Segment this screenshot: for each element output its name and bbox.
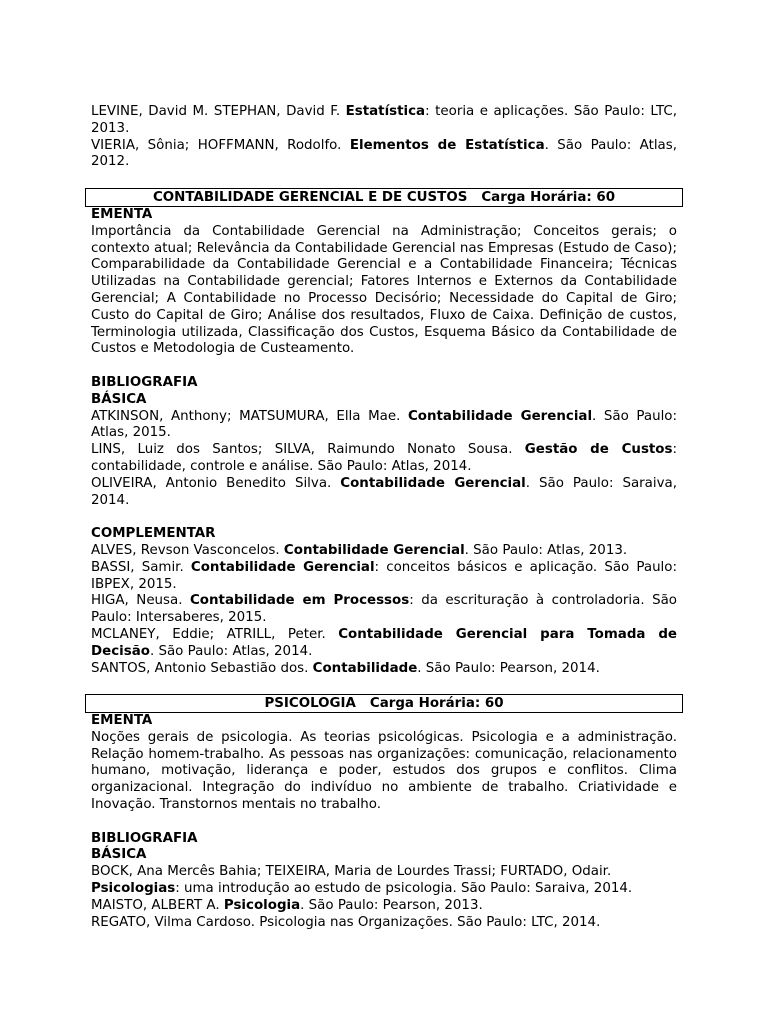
reference-entry: BOCK, Ana Mercês Bahia; TEIXEIRA, Maria de Lourdes Trassi; FURTADO, Odair. Psicologias: uma introdução ao estudo de psicologia. São Paulo: Saraiva, 2014. <box>91 864 633 897</box>
basic-references <box>91 864 677 931</box>
basic-references <box>91 409 677 510</box>
complementary-references <box>91 543 677 677</box>
course-header-psicologia <box>85 694 683 713</box>
basica-heading: BÁSICA <box>91 847 147 863</box>
reference-entry: LEVINE, David M. STEPHAN, David F. Estatística: teoria e aplicações. São Paulo: LTC, 2013. <box>91 104 677 136</box>
previous-references <box>91 104 677 171</box>
document-page <box>91 104 677 931</box>
complementar-heading: COMPLEMENTAR <box>91 526 216 542</box>
reference-entry: HIGA, Neusa. Contabilidade em Processos: da escrituração à controladoria. São Paulo: Intersaberes, 2015. <box>91 593 677 626</box>
ementa-heading: EMENTA <box>91 713 153 729</box>
ementa-heading: EMENTA <box>91 206 153 222</box>
course-hours: Carga Horária: 60 <box>481 189 616 205</box>
reference-entry: ALVES, Revson Vasconcelos. Contabilidade Gerencial. São Paulo: Atlas, 2013. <box>91 542 628 558</box>
bibliografia-heading: BIBLIOGRAFIA <box>91 830 198 846</box>
reference-entry: VIERIA, Sônia; HOFFMANN, Rodolfo. Elementos de Estatística. São Paulo: Atlas, 2012. <box>91 137 677 170</box>
reference-entry: MCLANEY, Eddie; ATRILL, Peter. Contabilidade Gerencial para Tomada de Decisão. São Paulo: Atlas, 2014. <box>91 626 677 659</box>
reference-entry: MAISTO, ALBERT A. Psicologia. São Paulo: Pearson, 2013. <box>91 897 483 913</box>
course-title: CONTABILIDADE GERENCIAL E DE CUSTOS <box>152 189 468 205</box>
course-title: PSICOLOGIA <box>264 696 356 712</box>
reference-entry: BASSI, Samir. Contabilidade Gerencial: conceitos básicos e aplicação. São Paulo: IBPEX, 2015. <box>91 559 677 592</box>
course-header-contabilidade <box>85 188 683 207</box>
course-hours: Carga Horária: 60 <box>369 696 504 712</box>
ementa-text: Importância da Contabilidade Gerencial na Administração; Conceitos gerais; o contexto atual; Relevância da Contabilidade Gerencial nas Empresas (Estudo de Caso); Comparabilidade da Contabilidade Gerencial e a Contabilidade Financeira; Técnicas Utilizadas na Contabilidade gerencial; Fatores Internos e Externos da Contabilidade Gerencial; A Contabilidade no Processo Decisório; Necessidade do Capital de Giro; Custo do Capital de Giro; Análise dos resultados, Fluxo de Caixa. Definição de custos, Terminologia utilizada, Classificação dos Custos, Esquema Básico da Contabilidade de Custos e Metodologia de Custeamento. <box>91 223 677 357</box>
reference-entry: SANTOS, Antonio Sebastião dos. Contabilidade. São Paulo: Pearson, 2014. <box>91 660 600 676</box>
reference-entry: OLIVEIRA, Antonio Benedito Silva. Contabilidade Gerencial. São Paulo: Saraiva, 2014. <box>91 475 677 508</box>
reference-entry: ATKINSON, Anthony; MATSUMURA, Ella Mae. Contabilidade Gerencial. São Paulo: Atlas, 2015. <box>91 408 677 441</box>
bibliografia-heading: BIBLIOGRAFIA <box>91 374 198 390</box>
ementa-text: Noções gerais de psicologia. As teorias psicológicas. Psicologia e a administração. Relação homem-trabalho. As pessoas nas organizações: comunicação, relacionamento humano, motivação, liderança e poder, estudos dos grupos e conflitos. Clima organizacional. Integração do indivíduo no ambiente de trabalho. Criatividade e Inovação. Transtornos mentais no trabalho. <box>91 729 677 813</box>
reference-entry: REGATO, Vilma Cardoso. Psicologia nas Organizações. São Paulo: LTC, 2014. <box>91 914 601 930</box>
basica-heading: BÁSICA <box>91 391 147 407</box>
reference-entry: LINS, Luiz dos Santos; SILVA, Raimundo Nonato Sousa. Gestão de Custos: contabilidade, controle e análise. São Paulo: Atlas, 2014. <box>91 442 677 474</box>
